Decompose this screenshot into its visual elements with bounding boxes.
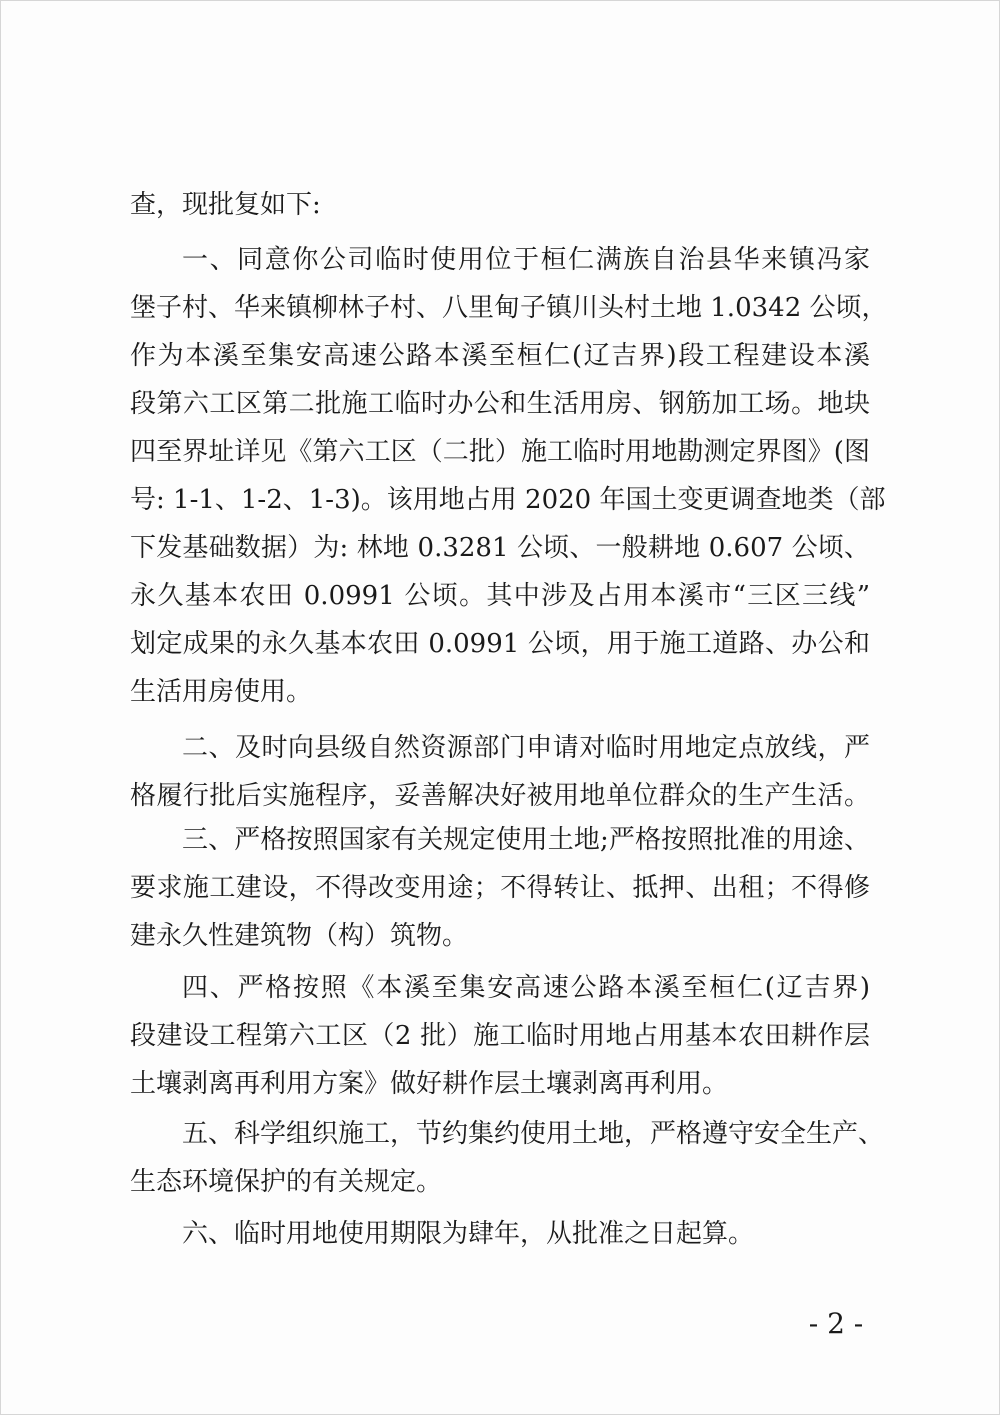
text-line: 下发基础数据）为: 林地 0.3281 公顷、一般耕地 0.607 公顷、 bbox=[130, 533, 870, 563]
text-line: 要求施工建设，不得改变用途；不得转让、抵押、出租；不得修 bbox=[130, 873, 870, 903]
text-line: 五、科学组织施工，节约集约使用土地，严格遵守安全生产、 bbox=[182, 1119, 885, 1149]
text-line: 生活用房使用。 bbox=[130, 677, 313, 707]
text-line: 查，现批复如下: bbox=[130, 190, 321, 220]
text-line: 格履行批后实施程序，妥善解决好被用地单位群众的生产生活。 bbox=[130, 781, 870, 811]
text-line: 作为本溪至集安高速公路本溪至桓仁(辽吉界)段工程建设本溪 bbox=[130, 341, 870, 371]
page-number: - 2 - bbox=[808, 1307, 864, 1340]
text-line: 划定成果的永久基本农田 0.0991 公顷，用于施工道路、办公和 bbox=[130, 629, 870, 659]
text-line: 六、临时用地使用期限为肆年，从批准之日起算。 bbox=[182, 1219, 755, 1249]
text-line: 永久基本农田 0.0991 公顷。其中涉及占用本溪市“三区三线” bbox=[130, 581, 870, 611]
text-line: 建永久性建筑物（构）筑物。 bbox=[130, 921, 469, 951]
text-line: 生态环境保护的有关规定。 bbox=[130, 1167, 443, 1197]
text-line: 土壤剥离再利用方案》做好耕作层土壤剥离再利用。 bbox=[130, 1069, 729, 1099]
text-line: 二、及时向县级自然资源部门申请对临时用地定点放线，严 bbox=[182, 733, 870, 763]
text-line: 三、严格按照国家有关规定使用土地;严格按照批准的用途、 bbox=[182, 825, 870, 855]
text-line: 段第六工区第二批施工临时办公和生活用房、钢筋加工场。地块 bbox=[130, 389, 870, 419]
text-line: 一、同意你公司临时使用位于桓仁满族自治县华来镇冯家 bbox=[182, 245, 870, 275]
text-line: 四至界址详见《第六工区（二批）施工临时用地勘测定界图》(图 bbox=[130, 437, 870, 467]
text-line: 段建设工程第六工区（2 批）施工临时用地占用基本农田耕作层 bbox=[130, 1021, 870, 1051]
text-line: 四、严格按照《本溪至集安高速公路本溪至桓仁(辽吉界) bbox=[182, 973, 870, 1003]
text-line: 号: 1-1、1-2、1-3)。该用地占用 2020 年国土变更调查地类（部 bbox=[130, 485, 886, 515]
text-line: 堡子村、华来镇柳林子村、八里甸子镇川头村土地 1.0342 公顷， bbox=[130, 293, 888, 323]
